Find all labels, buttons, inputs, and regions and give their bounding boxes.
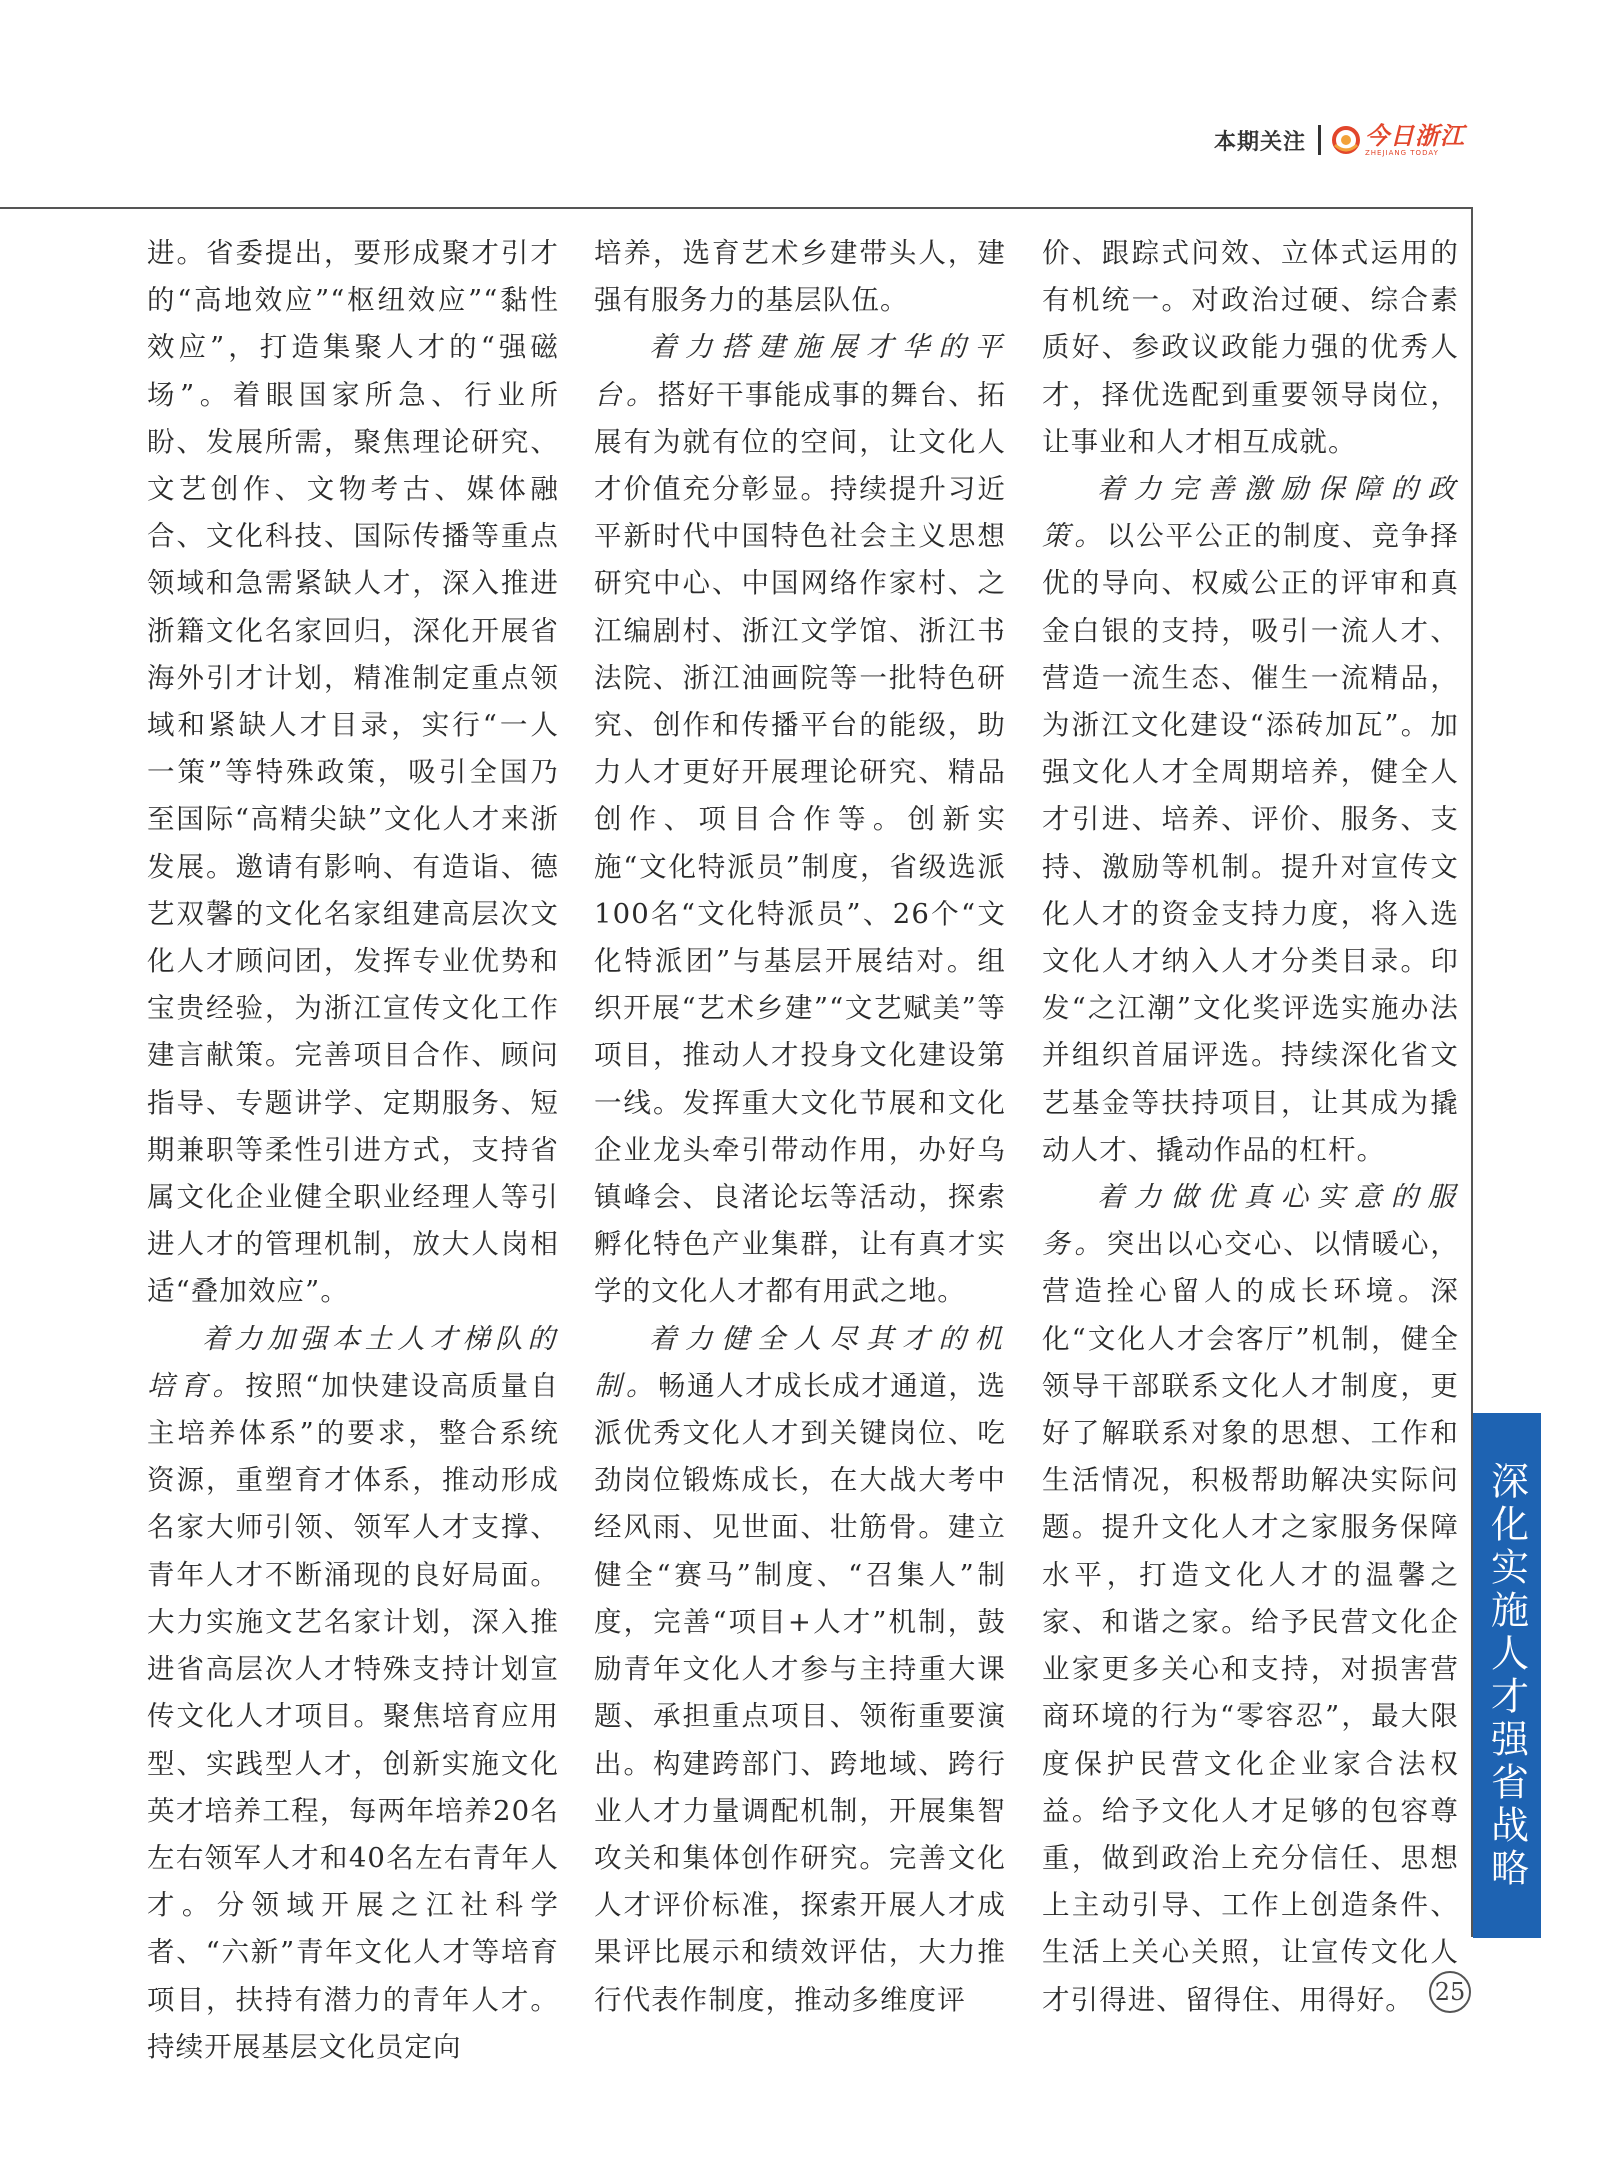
paragraph [1042, 230, 1459, 466]
paragraph-text: 突出以心交心、以情暖心，营造拴心留人的成长环境。深化“文化人才会客厅”机制，健全领导干部联系文化人才制度，更好了解联系对象的思想、工作和生活情况，积极帮助解决实际问题。提升文化人才之家服务保障水平，打造文化人才的温馨之家、和谐之家。给予民营文化企业家更多关心和支持，对损害营商环境的行为“零容忍”，最大限度保护民营文化企业家合法权益。给予文化人才足够的包容尊重，做到政治上充分信任、思想上主动引导、工作上创造条件、生活上关心关照，让宣传文化人才引得进、留得住、用得好。 [1042, 1228, 1460, 2016]
paragraph-lead: 着力做优真心实意的服务。 [1042, 1181, 1459, 1261]
paragraph-text: 畅通人才成长成才通道，选派优秀文化人才到关键岗位、吃劲岗位锻炼成长，在大战大考中经风雨、见世面、壮筋骨。建立健全“赛马”制度、“召集人”制度，完善“项目+人才”机制，鼓励青年文化人才参与主持重大课题、承担重点项目、领衔重要演出。构建跨部门、跨地域、跨行业人才力量调配机制，开展集智攻关和集体创作研究。完善文化人才评价标准，探索开展人才成果评比展示和绩效评估，大力推行代表作制度，推动多维度评 [594, 1369, 1007, 2016]
paragraph [594, 230, 1006, 324]
paragraph [1042, 1174, 1459, 2024]
logo-chinese-text: 今日浙江 [1365, 120, 1465, 150]
paragraph [147, 230, 559, 1316]
paragraph-lead: 着力完善激励保障的政策。 [1042, 473, 1459, 553]
paragraph-text: 搭好干事能成事的舞台、拓展有为就有位的空间，让文化人才价值充分彰显。持续提升习近平新时代中国特色社会主义思想研究中心、中国网络作家村、之江编剧村、浙江文学馆、浙江书法院、浙江油画院等一批特色研究、创作和传播平台的能级，助力人才更好开展理论研究、精品创作、项目合作等。创新实施“文化特派员”制度，省级选派100名“文化特派员”、26个“文化特派团”与基层开展结对。组织开展“艺术乡建”“文艺赋美”等项目，推动人才投身文化建设第一线。发挥重大文化节展和文化企业龙头牵引带动作用，办好乌镇峰会、良渚论坛等活动，探索孵化特色产业集群，让有真才实学的文化人才都有用武之地。 [594, 378, 1007, 1308]
paragraph-text: 进。省委提出，要形成聚才引才的“高地效应”“枢纽效应”“黏性效应”，打造集聚人才的“强磁场”。着眼国家所急、行业所盼、发展所需，聚焦理论研究、文艺创作、文物考古、媒体融合、文化科技、国际传播等重点领域和急需紧缺人才，深入推进浙籍文化名家回归，深化开展省海外引才计划，精准制定重点领域和紧缺人才目录，实行“一人一策”等特殊政策，吸引全国乃至国际“高精尖缺”文化人才来浙发展。邀请有影响、有造诣、德艺双馨的文化名家组建高层次文化人才顾问团，发挥专业优势和宝贵经验，为浙江宣传文化工作建言献策。完善项目合作、顾问指导、专题讲学、定期服务、短期兼职等柔性引进方式，支持省属文化企业健全职业经理人等引进人才的管理机制，放大人岗相适“叠加效应”。 [147, 237, 559, 1308]
section-side-tab: 深化实施人才强省战略 [1473, 1413, 1541, 1938]
paragraph-text: 培养，选育艺术乡建带头人，建强有服务力的基层队伍。 [594, 237, 1006, 317]
paragraph-lead: 着力搭建施展才华的平台。 [594, 331, 1006, 411]
logo-english-text: ZHEJIANG TODAY [1365, 148, 1439, 157]
section-label: 本期关注 [1213, 129, 1306, 155]
text-column-2 [594, 230, 1006, 2024]
page-number: 25 [1429, 1971, 1471, 2013]
header-divider [1318, 125, 1321, 155]
text-column-1 [147, 230, 559, 2071]
page-header [1214, 112, 1465, 168]
paragraph-lead: 着力加强本土人才梯队的培育。 [147, 1322, 559, 1402]
paragraph [594, 324, 1006, 1315]
paragraph-text: 以公平公正的制度、竞争择优的导向、权威公正的评审和真金白银的支持，吸引一流人才、营造一流生态、催生一流精品，为浙江文化建设“添砖加瓦”。加强文化人才全周期培养，健全人才引进、培养、评价、服务、支持、激励等机制。提升对宣传文化人才的资金支持力度，将入选文化人才纳入人才分类目录。印发“之江潮”文化奖评选实施办法并组织首届评选。持续深化省文艺基金等扶持项目，让其成为撬动人才、撬动作品的杠杆。 [1042, 520, 1460, 1166]
paragraph-lead: 着力健全人尽其才的机制。 [594, 1322, 1006, 1402]
text-column-3 [1042, 230, 1459, 2024]
top-rule [0, 207, 1473, 209]
paragraph [147, 1316, 559, 2071]
paragraph [1042, 466, 1459, 1174]
logo [1331, 120, 1465, 157]
paragraph-text: 按照“加快建设高质量自主培养体系”的要求，整合系统资源，重塑育才体系，推动形成名家大师引领、领军人才支撑、青年人才不断涌现的良好局面。大力实施文艺名家计划，深入推进省高层次人才特殊支持计划宣传文化人才项目。聚焦培育应用型、实践型人才，创新实施文化英才培养工程，每两年培养20名左右领军人才和40名左右青年人才。分领域开展之江社科学者、“六新”青年文化人才等培育项目，扶持有潜力的青年人才。持续开展基层文化员定向 [147, 1369, 559, 2063]
paragraph [594, 1316, 1006, 2024]
logo-swirl-icon [1331, 125, 1361, 155]
paragraph-text: 价、跟踪式问效、立体式运用的有机统一。对政治过硬、综合素质好、参政议政能力强的优秀人才，择优选配到重要领导岗位，让事业和人才相互成就。 [1042, 237, 1459, 458]
